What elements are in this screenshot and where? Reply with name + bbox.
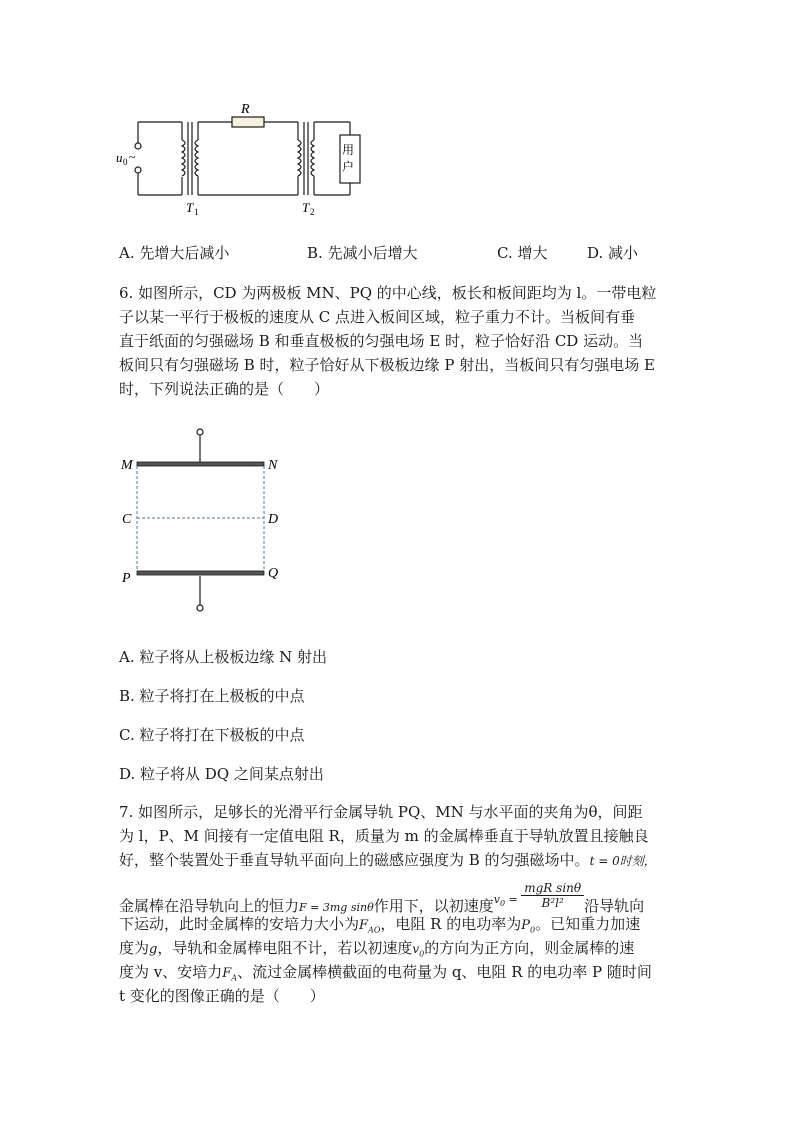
transformer-circuit-figure (110, 95, 380, 220)
q6-option-c[interactable]: C. 粒子将打在下极板的中点 (119, 726, 305, 744)
q6-stem-line-1: 6. 如图所示，CD 为两极板 MN、PQ 的中心线，板长和板间距均为 l。一带电粒 (119, 284, 657, 302)
label-t1: T (186, 200, 194, 215)
plates-figure (115, 425, 290, 615)
q6-option-b[interactable]: B. 粒子将打在上极板的中点 (119, 687, 305, 705)
q6-option-d[interactable]: D. 粒子将从 DQ 之间某点射出 (119, 765, 324, 783)
label-t1-sub: 1 (194, 207, 199, 217)
label-q: Q (268, 566, 279, 581)
q7-stem-line-7: 度为 v、安培力$F_A$、流过金属棒横截面的电荷量为 q、电阻 R 的电功率 P 随时间 (119, 963, 652, 983)
resistor-r (232, 117, 264, 127)
q6-option-a[interactable]: A. 粒子将从上极板边缘 N 射出 (119, 648, 328, 666)
q5-option-a[interactable]: A. 先增大后减小 (119, 244, 230, 262)
q6-stem-line-2: 子以某一平行于极板的速度从 C 点进入板间区域，粒子重力不计。当板间有垂 (119, 308, 636, 326)
ac-symbol: ~ (129, 150, 136, 164)
q6-stem-line-4: 板间只有匀强磁场 B 时，粒子恰好从下极板边缘 P 射出，当板间只有匀强电场 E (119, 356, 655, 374)
q7-stem-line-6: 度为g，导轨和金属棒电阻不计，若以初速度$v_0$的方向为正方向，则金属棒的速 (119, 939, 635, 959)
plate-mn (137, 462, 264, 466)
load-label-2: 户 (342, 160, 355, 174)
q7-stem-line-2: 为 l，P、M 间接有一定值电阻 R，质量为 m 的金属棒垂直于导轨放置且接触良 (119, 827, 649, 845)
label-c: C (122, 512, 132, 527)
q5-option-d[interactable]: D. 减小 (587, 244, 639, 262)
q5-option-c[interactable]: C. 增大 (497, 244, 548, 262)
label-n: N (268, 458, 278, 473)
q7-stem-line-5: 下运动，此时金属棒的安培力大小为$F_{AO}$，电阻 R 的电功率为$P_0$。已知重力加速 (119, 915, 641, 935)
label-u0-sub: 0 (123, 157, 128, 167)
label-r: R (241, 102, 250, 117)
label-t2: T (302, 200, 310, 215)
q7-stem-line-3: 好，整个装置处于垂直导轨平面向上的磁感应强度为 B 的匀强磁场中。t = 0时刻， (119, 851, 656, 869)
label-m: M (121, 458, 133, 473)
q5-option-b[interactable]: B. 先减小后增大 (307, 244, 418, 262)
label-u0: u (116, 150, 123, 165)
label-p: P (122, 571, 131, 586)
label-t2-sub: 2 (310, 207, 315, 217)
v0-fraction: $\frac{\text{mgR sinθ}}{\text{B²l²}}$ (521, 881, 584, 910)
plate-pq (137, 571, 264, 575)
label-d: D (268, 512, 279, 527)
q7-stem-line-1: 7. 如图所示，足够长的光滑平行金属导轨 PQ、MN 与水平面的夹角为θ，间距 (119, 803, 643, 821)
q6-stem-line-3: 直于纸面的匀强磁场 B 和垂直极板的匀强电场 E 时，粒子恰好沿 CD 运动。当 (119, 332, 644, 350)
q7-stem-line-8: t 变化的图像正确的是（ ） (119, 987, 325, 1005)
q6-stem-line-5: 时，下列说法正确的是（ ） (119, 380, 330, 398)
q7-stem-line-4: 金属棒在沿导轨向上的恒力F = 3mg sinθ作用下，以初速度$^{v_0 =}$ $\frac{\text{mgR sinθ}}{\text{B²l²}}$ 沿导轨向 (119, 881, 645, 915)
load-label-1: 用 (342, 143, 355, 157)
